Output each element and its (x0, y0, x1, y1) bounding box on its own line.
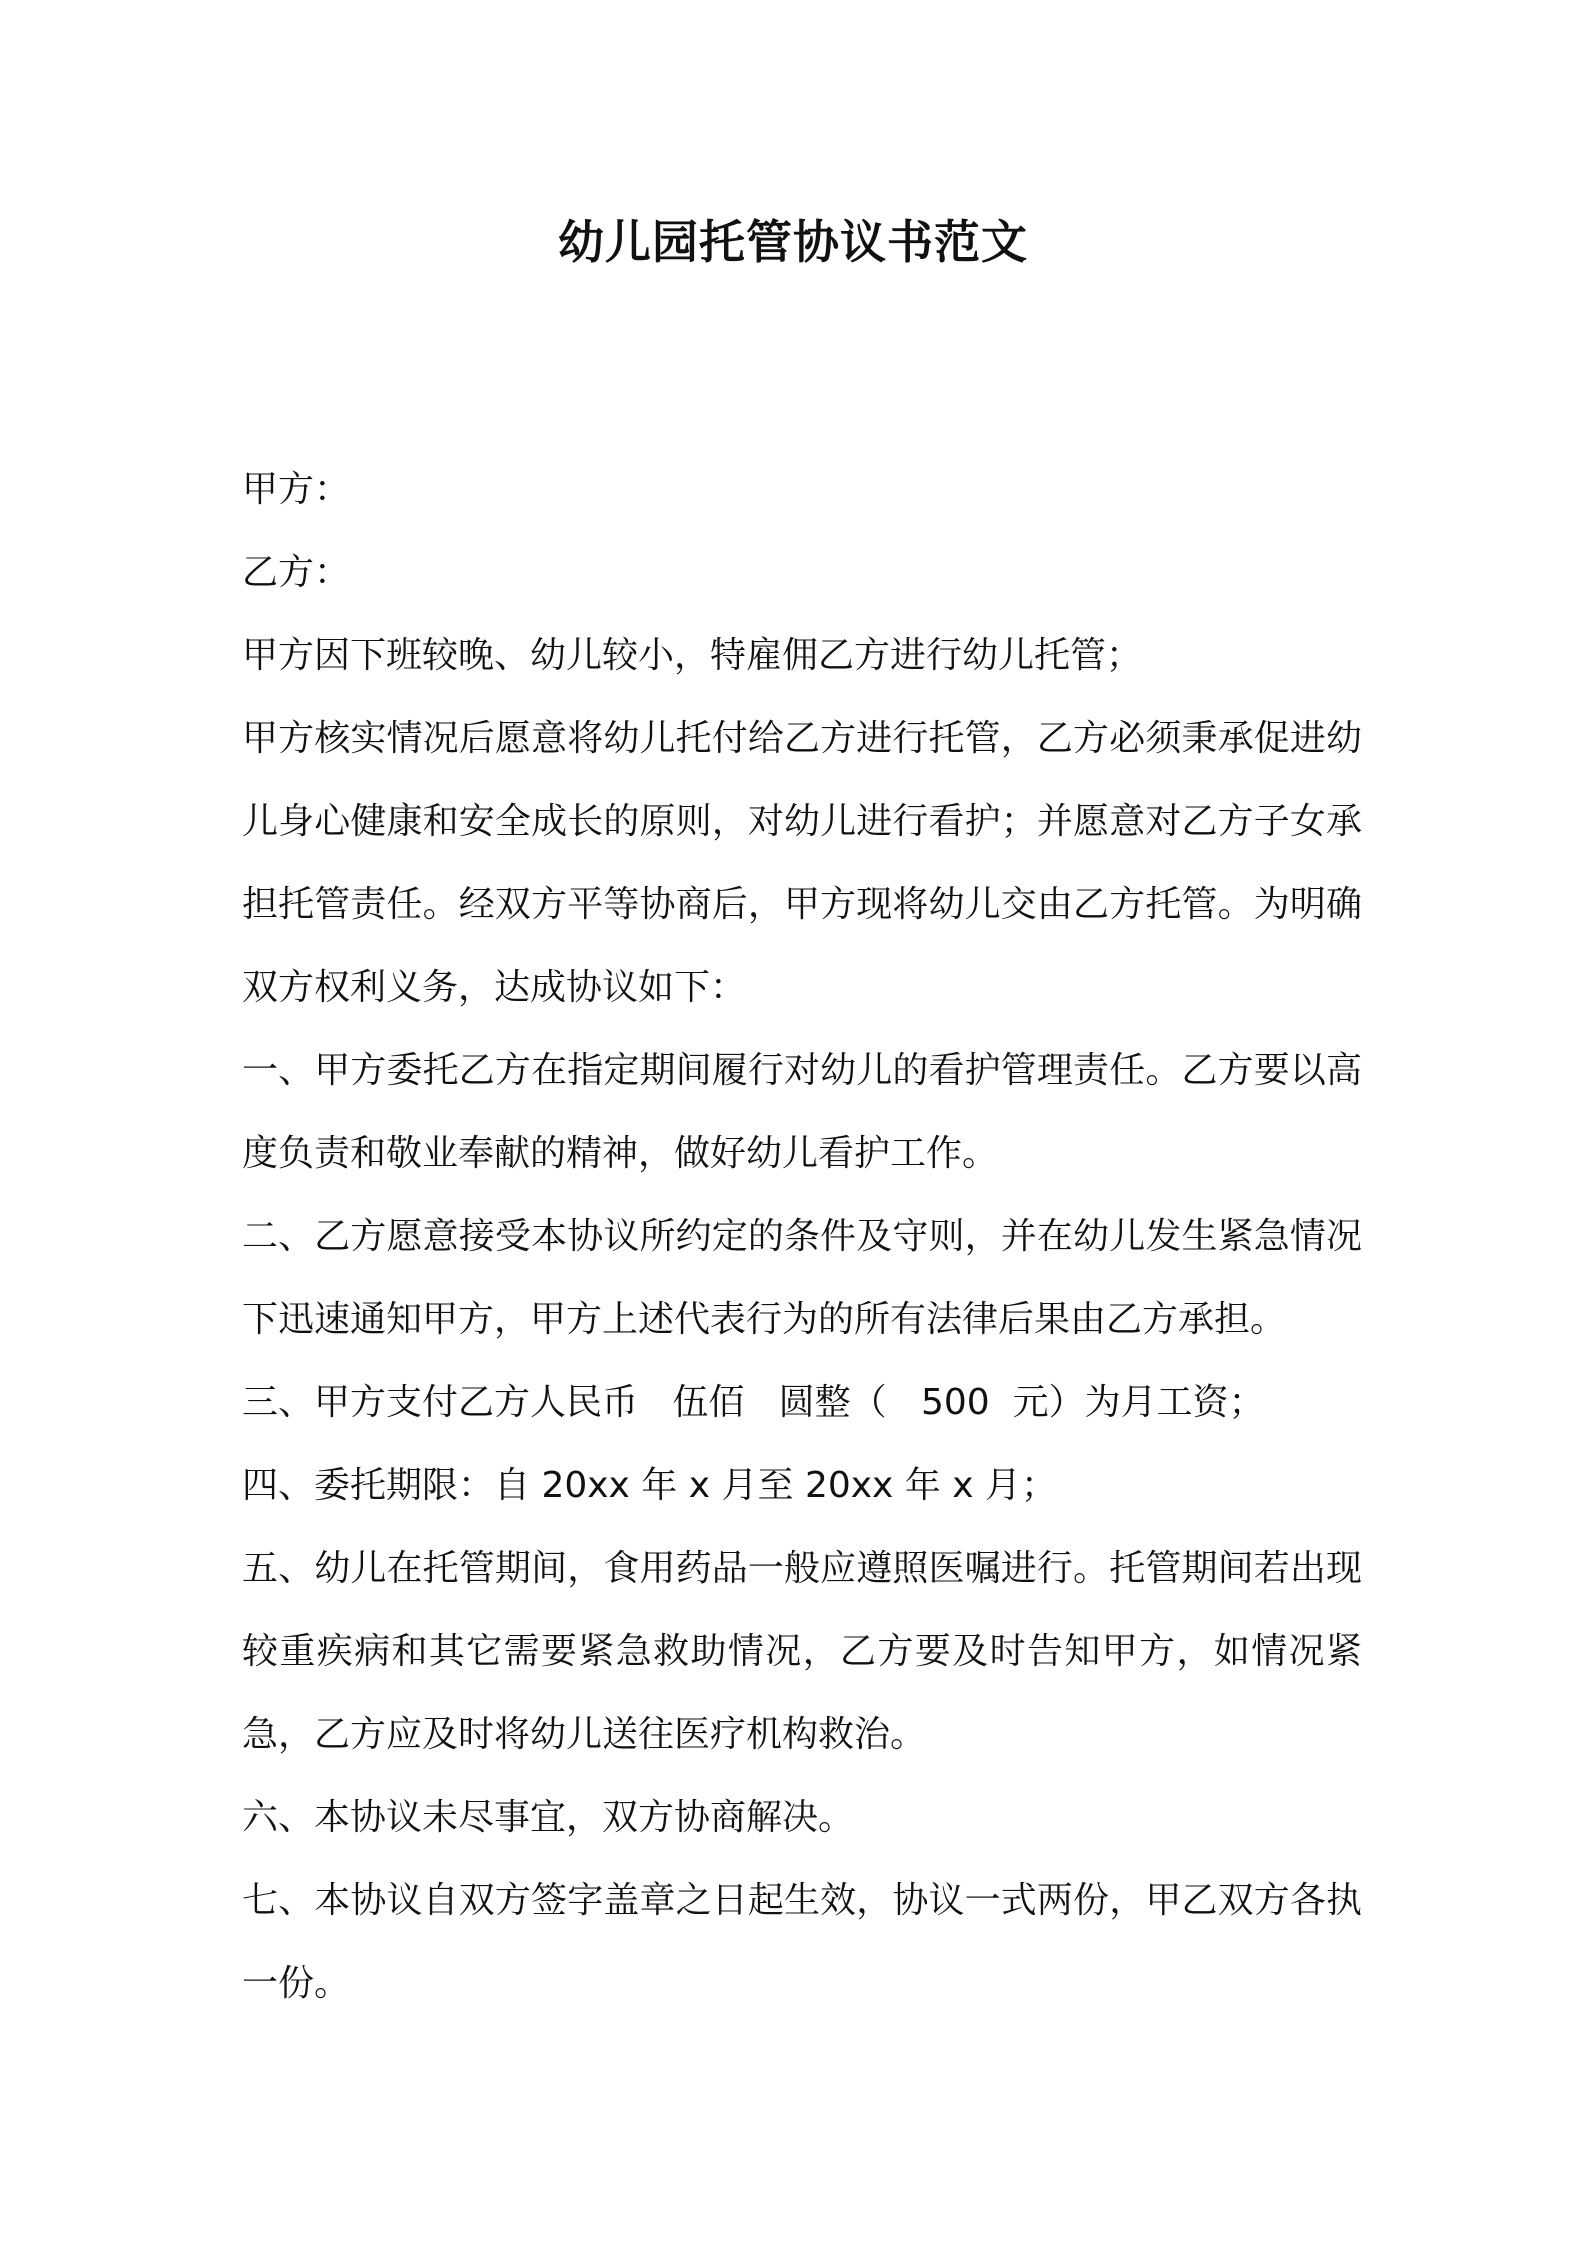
paragraph-preamble: 甲方核实情况后愿意将幼儿托付给乙方进行托管，乙方必须秉承促进幼儿身心健康和安全成长的原则，对幼儿进行看护；并愿意对乙方子女承担托管责任。经双方平等协商后，甲方现将幼儿交由乙方托管。为明确双方权利义务，达成协议如下： (242, 718, 1362, 1008)
clause-5: 五、幼儿在托管期间，食用药品一般应遵照医嘱进行。托管期间若出现较重疾病和其它需要紧急救助情况，乙方要及时告知甲方，如情况紧急，乙方应及时将幼儿送往医疗机构救治。 (242, 1548, 1362, 1755)
clause-2: 二、乙方愿意接受本协议所约定的条件及守则，并在幼儿发生紧急情况下迅速通知甲方，甲方上述代表行为的所有法律后果由乙方承担。 (242, 1216, 1362, 1340)
clause-1: 一、甲方委托乙方在指定期间履行对幼儿的看护管理责任。乙方要以高度负责和敬业奉献的精神，做好幼儿看护工作。 (242, 1050, 1362, 1174)
party-b-line: 乙方： (242, 552, 351, 593)
document-title: 幼儿园托管协议书范文 (558, 215, 1028, 269)
clause-6: 六、本协议未尽事宜，双方协商解决。 (242, 1797, 855, 1838)
paragraph-reason: 甲方因下班较晚、幼儿较小，特雇佣乙方进行幼儿托管； (242, 635, 1143, 676)
clause-3: 三、甲方支付乙方人民币 伍佰 圆整（ 500 元）为月工资； (242, 1382, 1265, 1423)
clause-4: 四、委托期限：自 20xx 年 x 月至 20xx 年 x 月； (242, 1465, 1057, 1506)
document-body (242, 448, 1362, 2025)
party-a-line: 甲方： (242, 469, 351, 510)
clause-7: 七、本协议自双方签字盖章之日起生效，协议一式两份，甲乙双方各执一份。 (242, 1880, 1362, 2004)
